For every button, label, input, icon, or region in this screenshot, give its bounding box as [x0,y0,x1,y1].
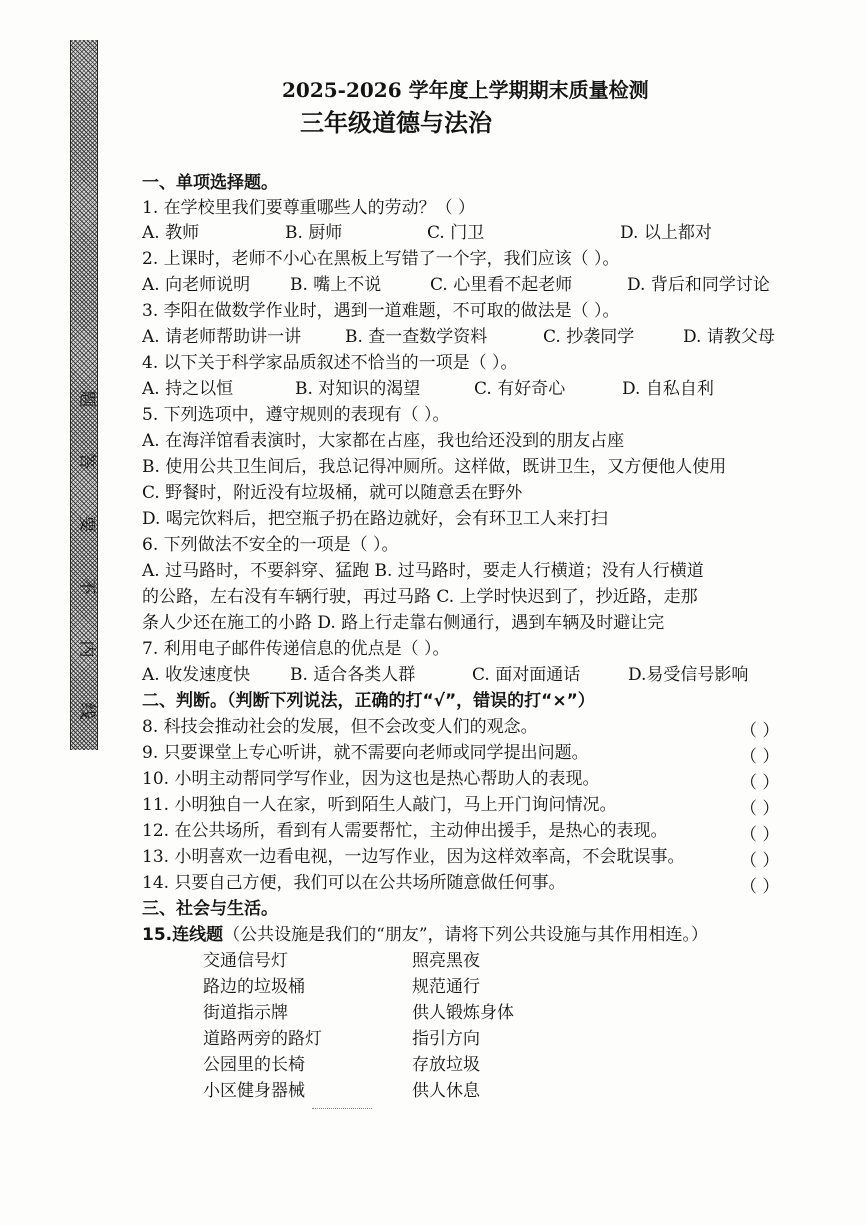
question-stem: 2. 上课时，老师不小心在黑板上写错了一个字，我们应该（ ）。 [142,249,620,269]
match-right-item: 规范通行 [412,977,480,997]
answer-blank: （ ） [740,851,780,871]
seal-char: 答 [76,452,96,470]
answer-blank: （ ） [740,773,780,793]
match-right-item: 指引方向 [412,1029,480,1049]
question-stem: 5. 下列选项中，遵守规则的表现有（ ）。 [142,405,450,425]
question-stem: 7. 利用电子邮件传递信息的优点是（ ）。 [142,639,450,659]
option-c: C. 有好奇心 [474,379,566,399]
match-left-item: 道路两旁的路灯 [203,1029,322,1049]
judge-item: 14. 只要自己方便，我们可以在公共场所随意做任何事。 [142,873,566,893]
section3-heading: 三、社会与生活。 [142,899,278,919]
seal-line-notice [68,390,104,720]
option-d: D. 背后和同学讨论 [627,275,770,295]
seal-char: 要 [76,515,96,533]
judge-item: 12. 在公共场所，看到有人需要帮忙，主动伸出援手，是热心的表现。 [142,821,668,841]
option-c: C. 心里看不起老师 [430,275,573,295]
exam-title: 2025-2026 学年度上学期期末质量检测 [282,78,649,102]
q15-label: 15.连线题 [142,925,224,945]
match-right-item: 照亮黑夜 [412,951,480,971]
judge-item: 9. 只要课堂上专心听讲，就不需要向老师或同学提出问题。 [142,743,589,763]
option-c: C. 面对面通话 [472,665,581,685]
scan-mark [312,1108,372,1112]
option-b: B. 查一查数学资料 [345,327,488,347]
q15-line [142,924,708,946]
answer-blank: （ ） [740,825,780,845]
option-a: A. 请老师帮助讲一讲 [142,327,302,347]
q15-instruction: （公共设施是我们的“朋友”，请将下列公共设施与其作用相连。） [223,925,709,945]
exam-subject: 三年级道德与法治 [300,108,492,137]
option-a: A. 收发速度快 [142,665,251,685]
match-left-item: 小区健身器械 [203,1081,305,1101]
option-b: B. 对知识的渴望 [295,379,421,399]
option-line: A. 在海洋馆看表演时，大家都在占座，我也给还没到的朋友占座 [142,431,625,451]
judge-item: 10. 小明主动帮同学写作业，因为这也是热心帮助人的表现。 [142,769,600,789]
option-d: D. 自私自利 [622,379,714,399]
judge-item: 13. 小明喜欢一边看电视，一边写作业，因为这样效率高，不会耽误事。 [142,847,685,867]
option-a: A. 持之以恒 [142,379,234,399]
option-line: C. 野餐时，附近没有垃圾桶，就可以随意丢在野外 [142,483,523,503]
question-stem: 6. 下列做法不安全的一项是（ ）。 [142,535,399,555]
answer-blank: （ ） [740,721,780,741]
option-a: A. 向老师说明 [142,275,251,295]
option-c: C. 门卫 [427,223,485,243]
question-stem: 4. 以下关于科学家品质叙述不恰当的一项是（ ）。 [142,353,518,373]
option-line: D. 喝完饮料后，把空瓶子扔在路边就好，会有环卫工人来打扫 [142,509,608,529]
option-d: D. 请教父母 [683,327,775,347]
answer-blank: （ ） [740,799,780,819]
seal-char: 线 [76,702,96,720]
option-d: D. 以上都对 [620,223,712,243]
match-right-item: 供人休息 [412,1081,480,1101]
answer-blank: （ ） [740,877,780,897]
judge-item: 8. 科技会推动社会的发展，但不会改变人们的观念。 [142,717,538,737]
option-c: C. 抄袭同学 [543,327,635,347]
answer-blank: （ ） [740,747,780,767]
question-stem: 3. 李阳在做数学作业时，遇到一道难题，不可取的做法是（ ）。 [142,301,620,321]
option-a: A. 教师 [142,223,200,243]
match-right-item: 存放垃圾 [412,1055,480,1075]
option-d: D.易受信号影响 [628,665,749,685]
section1-heading: 一、单项选择题。 [142,173,278,193]
judge-item: 11. 小明独自一人在家，听到陌生人敲门，马上开门询问情况。 [142,795,617,815]
match-left-item: 交通信号灯 [203,951,288,971]
match-left-item: 街道指示牌 [203,1003,288,1023]
option-line: A. 过马路时，不要斜穿、猛跑 B. 过马路时，要走人行横道；没有人行横道 [142,561,704,581]
question-stem: 1. 在学校里我们要尊重哪些人的劳动？（ ） [142,198,476,218]
option-b: B. 厨师 [285,223,343,243]
seal-char: 不 [76,577,96,595]
seal-char: 内 [76,640,96,658]
option-line: 条人少还在施工的小路 D. 路上行走靠右侧通行，遇到车辆及时避让完 [142,613,665,633]
option-line: B. 使用公共卫生间后，我总记得冲厕所。这样做，既讲卫生，又方便他人使用 [142,457,727,477]
seal-char: 题 [76,390,96,408]
match-left-item: 路边的垃圾桶 [203,977,305,997]
option-b: B. 嘴上不说 [290,275,382,295]
option-b: B. 适合各类人群 [290,665,416,685]
option-line: 的公路，左右没有车辆行驶，再过马路 C. 上学时快迟到了，抄近路，走那 [142,587,698,607]
match-left-item: 公园里的长椅 [203,1055,305,1075]
section2-heading: 二、判断。（判断下列说法，正确的打“√”，错误的打“×”） [142,691,595,711]
match-right-item: 供人锻炼身体 [412,1003,514,1023]
